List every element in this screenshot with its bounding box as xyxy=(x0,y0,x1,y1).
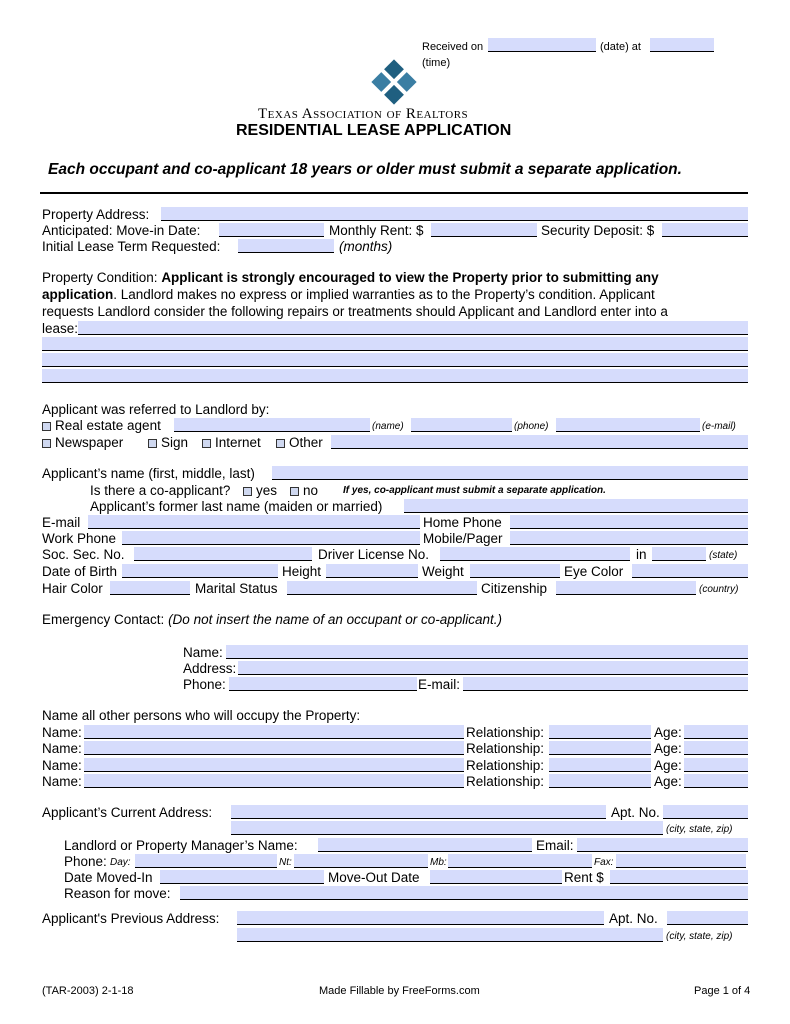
occupant-relationship-label: Relationship: xyxy=(466,758,545,773)
rent-label: Rent $ xyxy=(564,870,604,885)
landlord-night-phone-field[interactable] xyxy=(294,854,428,868)
dob-label: Date of Birth xyxy=(42,564,118,579)
occupant-name-field-2[interactable] xyxy=(84,741,464,755)
notice-text: Each occupant and co-applicant 18 years or older must submit a separate application. xyxy=(48,161,682,178)
previous-address-label: Applicant's Previous Address: xyxy=(42,911,220,926)
home-phone-field[interactable] xyxy=(510,515,748,529)
previous-csz-hint: (city, state, zip) xyxy=(666,931,733,942)
repairs-field-2[interactable] xyxy=(42,337,748,351)
landlord-label: Landlord or Property Manager’s Name: xyxy=(64,838,298,853)
ssn-label: Soc. Sec. No. xyxy=(42,547,125,562)
current-apt-label: Apt. No. xyxy=(611,805,660,820)
repairs-field-3[interactable] xyxy=(42,353,748,367)
occupant-name-field-4[interactable] xyxy=(84,774,464,788)
previous-apt-label: Apt. No. xyxy=(609,911,658,926)
agent-name-hint: (name) xyxy=(372,421,404,432)
weight-label: Weight xyxy=(422,564,464,579)
coapp-yes-checkbox[interactable] xyxy=(243,487,252,496)
rent-field[interactable] xyxy=(610,870,748,884)
eye-color-field[interactable] xyxy=(632,564,748,578)
security-deposit-field[interactable] xyxy=(662,223,748,237)
occupant-relationship-label: Relationship: xyxy=(466,725,545,740)
occupant-age-field-1[interactable] xyxy=(684,725,748,739)
monthly-rent-field[interactable] xyxy=(431,223,537,237)
date-at-label: (date) at xyxy=(600,41,641,53)
time-label: (time) xyxy=(422,57,451,69)
occupant-age-field-2[interactable] xyxy=(684,741,748,755)
home-phone-label: Home Phone xyxy=(423,515,502,530)
other-checkbox[interactable] xyxy=(276,439,285,448)
agent-name-field[interactable] xyxy=(174,418,370,432)
referral-title: Applicant was referred to Landlord by: xyxy=(42,402,270,417)
lease-term-label: Initial Lease Term Requested: xyxy=(42,239,221,254)
landlord-fax-field[interactable] xyxy=(616,854,746,868)
coapp-no-option[interactable]: no xyxy=(290,483,318,499)
page-number: Page 1 of 4 xyxy=(694,985,751,997)
move-out-field[interactable] xyxy=(430,870,562,884)
form-title: RESIDENTIAL LEASE APPLICATION xyxy=(236,122,512,139)
landlord-email-field[interactable] xyxy=(577,838,748,852)
occupant-relationship-field-1[interactable] xyxy=(549,725,651,739)
received-time-field[interactable] xyxy=(650,38,714,52)
newspaper-option[interactable]: Newspaper xyxy=(42,435,123,451)
condition-line-4: lease: xyxy=(42,321,79,336)
current-address-field[interactable] xyxy=(231,805,606,819)
coapp-note: If yes, co-applicant must submit a separate application. xyxy=(343,485,606,496)
ssn-field[interactable] xyxy=(134,547,312,561)
occupant-relationship-label: Relationship: xyxy=(466,774,545,789)
current-apt-field[interactable] xyxy=(663,805,748,819)
email-field[interactable] xyxy=(88,515,420,529)
reason-label: Reason for move: xyxy=(64,886,171,901)
occupant-name-field-1[interactable] xyxy=(84,725,464,739)
header-divider xyxy=(40,192,748,194)
occupant-name-label: Name: xyxy=(42,741,82,756)
height-field[interactable] xyxy=(326,564,418,578)
landlord-name-field[interactable] xyxy=(318,838,532,852)
internet-option[interactable]: Internet xyxy=(202,435,261,451)
months-label: (months) xyxy=(339,239,393,254)
dl-state-hint: (state) xyxy=(709,550,738,561)
reason-field[interactable] xyxy=(180,886,748,900)
lease-term-field[interactable] xyxy=(238,239,334,253)
mobile-field[interactable] xyxy=(510,531,748,545)
eye-color-label: Eye Color xyxy=(564,564,624,579)
dob-field[interactable] xyxy=(122,564,278,578)
coapp-label: Is there a co-applicant? xyxy=(90,483,231,498)
sign-option[interactable]: Sign xyxy=(148,435,188,451)
emergency-phone-field[interactable] xyxy=(229,677,417,691)
emergency-address-label: Address: xyxy=(183,661,237,676)
occupant-relationship-field-4[interactable] xyxy=(549,774,651,788)
monthly-rent-label: Monthly Rent: $ xyxy=(329,223,424,238)
org-name: Texas Association of Realtors xyxy=(258,106,469,122)
emergency-email-label: E-mail: xyxy=(418,677,461,692)
occupant-name-label: Name: xyxy=(42,758,82,773)
tar-logo-icon xyxy=(370,58,418,106)
emergency-name-field[interactable] xyxy=(226,645,748,659)
night-hint: Nt: xyxy=(279,857,292,868)
sign-checkbox[interactable] xyxy=(148,439,157,448)
landlord-day-phone-field[interactable] xyxy=(135,854,277,868)
agent-phone-field[interactable] xyxy=(411,418,512,432)
dl-label: Driver License No. xyxy=(318,547,430,562)
coapp-no-checkbox[interactable] xyxy=(290,487,299,496)
work-phone-label: Work Phone xyxy=(42,531,117,546)
agent-option[interactable]: Real estate agent xyxy=(42,418,161,434)
emergency-email-field[interactable] xyxy=(463,677,748,691)
condition-line-1: Property Condition: Applicant is strongly encouraged to view the Property prior to submitting any xyxy=(42,270,659,285)
mobile-hint: Mb: xyxy=(430,857,447,868)
repairs-field-1[interactable] xyxy=(78,321,748,335)
occupant-age-field-3[interactable] xyxy=(684,758,748,772)
applicant-name-field[interactable] xyxy=(272,466,748,480)
agent-checkbox[interactable] xyxy=(42,422,51,431)
current-csz-hint: (city, state, zip) xyxy=(666,824,733,835)
hair-color-label: Hair Color xyxy=(42,581,103,596)
landlord-mobile-field[interactable] xyxy=(448,854,592,868)
newspaper-checkbox[interactable] xyxy=(42,439,51,448)
property-address-field[interactable] xyxy=(161,207,748,221)
made-fillable-note: Made Fillable by FreeForms.com xyxy=(319,985,480,997)
citizenship-label: Citizenship xyxy=(481,581,548,596)
form-id: (TAR-2003) 2-1-18 xyxy=(42,985,134,997)
condition-line-3: requests Landlord consider the following repairs or treatments should Applicant and Landlord enter into a xyxy=(42,304,668,319)
day-hint: Day: xyxy=(110,857,131,868)
current-address-label: Applicant’s Current Address: xyxy=(42,805,213,820)
occupant-age-label: Age: xyxy=(654,774,682,789)
email-label: E-mail xyxy=(42,515,81,530)
occupant-relationship-label: Relationship: xyxy=(466,741,545,756)
former-name-label: Applicant’s former last name (maiden or married) xyxy=(90,499,383,514)
work-phone-field[interactable] xyxy=(122,531,420,545)
occupant-age-label: Age: xyxy=(654,758,682,773)
dl-state-field[interactable] xyxy=(652,547,706,561)
move-in-date-field[interactable] xyxy=(219,223,324,237)
landlord-phone-label: Phone: xyxy=(64,854,107,869)
citizenship-field[interactable] xyxy=(556,581,696,595)
dl-in-label: in xyxy=(636,547,647,562)
country-hint: (country) xyxy=(699,584,739,595)
property-address-label: Property Address: xyxy=(42,207,150,222)
move-in-label: Anticipated: Move-in Date: xyxy=(42,223,201,238)
marital-field[interactable] xyxy=(287,581,477,595)
applicant-name-label: Applicant’s name (first, middle, last) xyxy=(42,466,255,481)
received-on-label: Received on xyxy=(422,41,484,53)
other-option[interactable]: Other xyxy=(276,435,323,451)
other-referral-field[interactable] xyxy=(331,435,748,449)
received-date-field[interactable] xyxy=(488,38,596,52)
occupant-relationship-field-2[interactable] xyxy=(549,741,651,755)
hair-color-field[interactable] xyxy=(110,581,190,595)
former-name-field[interactable] xyxy=(404,499,748,513)
mobile-label: Mobile/Pager xyxy=(423,531,503,546)
emergency-name-label: Name: xyxy=(183,645,223,660)
repairs-field-4[interactable] xyxy=(42,369,748,383)
occupant-age-field-4[interactable] xyxy=(684,774,748,788)
occupant-age-label: Age: xyxy=(654,725,682,740)
internet-checkbox[interactable] xyxy=(202,439,211,448)
condition-line-2: application. Landlord makes no express or implied warranties as to the Property’s condition. Applicant xyxy=(42,287,655,302)
fax-hint: Fax: xyxy=(594,857,614,868)
occupant-name-label: Name: xyxy=(42,725,82,740)
occupant-relationship-field-3[interactable] xyxy=(549,758,651,772)
move-out-label: Move-Out Date xyxy=(328,870,420,885)
dl-field[interactable] xyxy=(440,547,630,561)
previous-address-field[interactable] xyxy=(237,911,604,925)
agent-email-hint: (e-mail) xyxy=(702,421,736,432)
occupant-name-field-3[interactable] xyxy=(84,758,464,772)
agent-email-field[interactable] xyxy=(556,418,700,432)
current-csz-field[interactable] xyxy=(231,821,663,835)
occupant-name-label: Name: xyxy=(42,774,82,789)
landlord-email-label: Email: xyxy=(536,838,574,853)
previous-csz-field[interactable] xyxy=(237,928,663,942)
emergency-title: Emergency Contact: (Do not insert the name of an occupant or co-applicant.) xyxy=(42,612,502,627)
occupants-title: Name all other persons who will occupy the Property: xyxy=(42,708,361,723)
occupant-age-label: Age: xyxy=(654,741,682,756)
emergency-address-field[interactable] xyxy=(238,661,748,675)
moved-in-field[interactable] xyxy=(160,870,324,884)
moved-in-label: Date Moved-In xyxy=(64,870,153,885)
emergency-phone-label: Phone: xyxy=(183,677,226,692)
security-deposit-label: Security Deposit: $ xyxy=(541,223,655,238)
height-label: Height xyxy=(282,564,322,579)
marital-label: Marital Status xyxy=(195,581,278,596)
coapp-yes-option[interactable]: yes xyxy=(243,483,277,499)
weight-field[interactable] xyxy=(470,564,560,578)
agent-phone-hint: (phone) xyxy=(514,421,549,432)
previous-apt-field[interactable] xyxy=(667,911,748,925)
